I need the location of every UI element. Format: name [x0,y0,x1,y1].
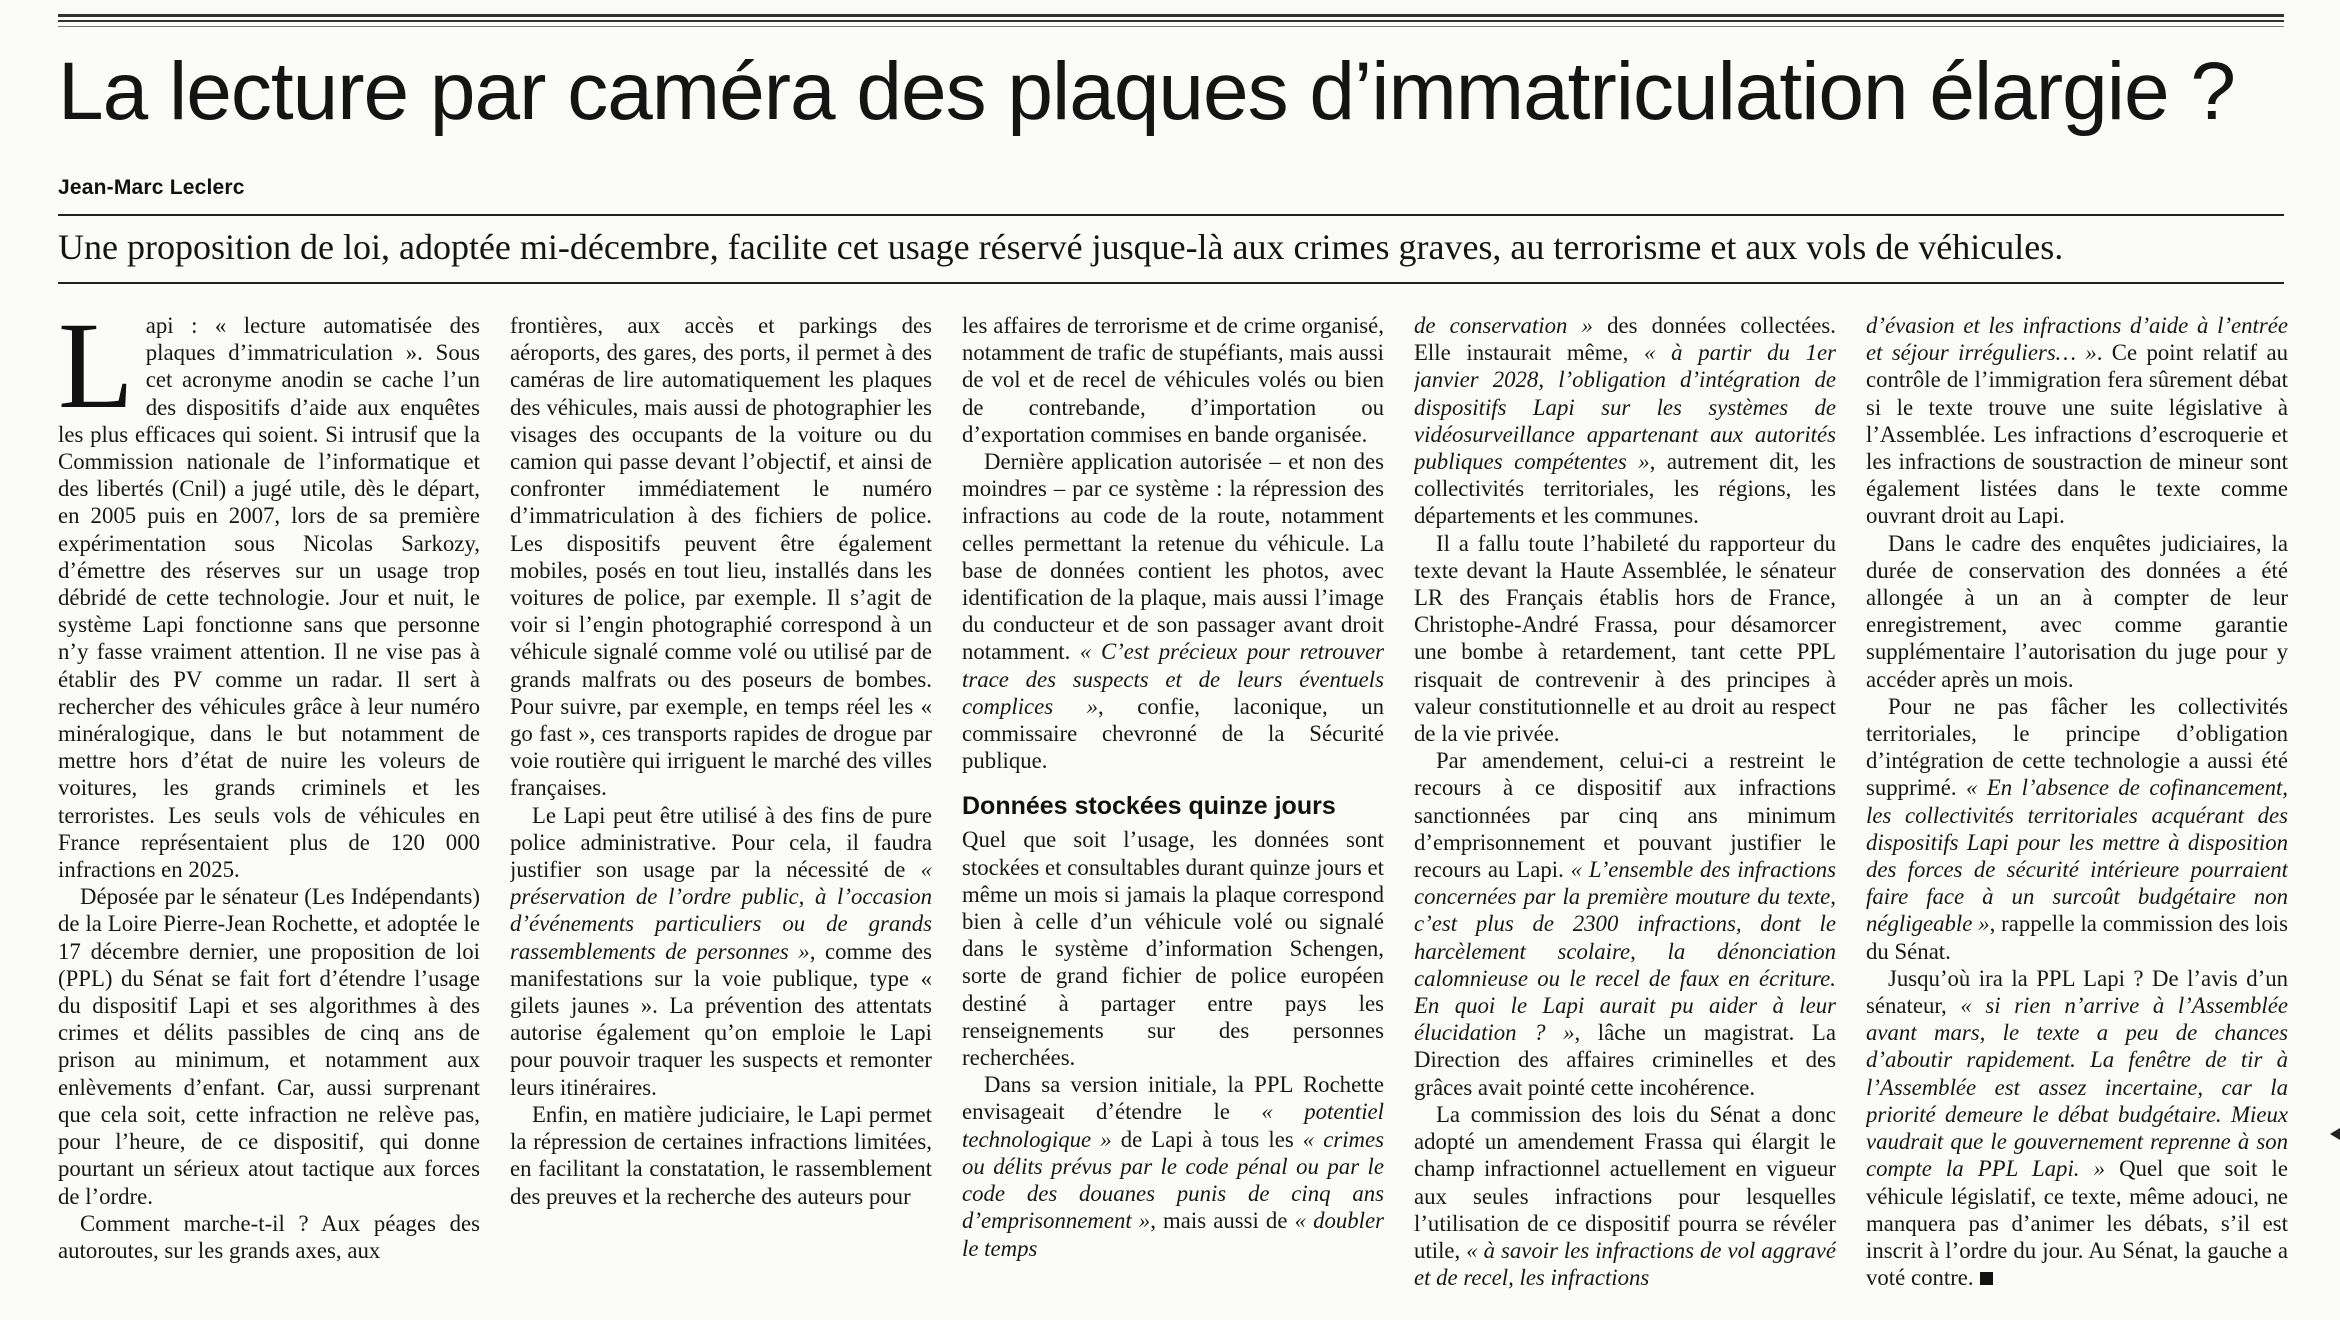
paragraph: api : « lecture automatisée des plaques d’immatriculation ». Sous cet acronyme anodin se cache l’un des dispositifs d’aide aux enquêtes les plus efficaces qui soient. Si intrusif que la Commission nationale de l’informatique et des libertés (Cnil) a jugé utile, dès le départ, en 2005 puis en 2007, lors de sa première expérimentation sous Nicolas Sarkozy, d’émettre des réserves sur un usage trop débridé de cette technologie. Jour et nuit, le système Lapi fonctionne sans que personne n’y fasse vraiment attention. Il ne vise pas à établir des PV comme un radar. Il sert à rechercher des véhicules grâce à leur numéro minéralogique, dans le but notamment de mettre hors d’état de nuire les voleurs de voitures, les grands criminels et les terroristes. Les seuls vols de véhicules en France représentaient plus de 120 000 infractions en 2025. [58,313,480,883]
text: . Ce point relatif au contrôle de l’immigration fera sûrement débat si le texte trouve une suite législative à l’Assemblée. Les infractions d’escroquerie et les infractions de soustraction de mineur sont également listées dans le texte comme ouvrant droit au Lapi. [1866,340,2288,529]
quote: d’évasion et les infractions d’aide à l’entrée et séjour irréguliers… » [1866,313,2288,366]
text: Jusqu’où ira la PPL Lapi ? De l’avis d’un sénateur, [1866,965,2288,1019]
standfirst-top-rule [58,214,2284,216]
end-of-article-mark [1980,1272,1993,1285]
quote: « L’ensemble des infractions concernées par la première mouture du texte, c’est plus de 2300 infractions, dont le harcèlement scolaire, la dénonciation calomnieuse ou le recel de faux en écriture. En quoi le Lapi aurait pu aider à leur élucidation ? » [1414,857,1836,1046]
text: , rappelle la commission des lois du Sénat. [1866,911,2288,964]
paragraph: Dans le cadre des enquêtes judiciaires, la durée de conservation des données a été allongée à un an à compter de leur enregistrement, avec comme garantie supplémentaire l’autorisation du juge pour y accéder après un mois. [1866,530,2288,692]
byline: Jean-Marc Leclerc [58,176,245,199]
text: des données collectées. Elle instaurait même, [1414,313,1836,366]
paragraph [1866,693,2288,965]
text: Dernière application autorisée – et non des moindres – par ce système : la répression des infractions au code de la route, notamment celles permettant la retenue du véhicule. La base de données contient les photos, avec identification de la plaque, mais aussi l’image du conducteur et de son passager avant droit notamment. [962,449,1384,665]
text: La commission des lois du Sénat a donc adopté un amendement Frassa qui élargit le champ infractionnel actuellement en vigueur aux seules infractions pour lesquelles l’utilisation de ce dispositif pourra se révéler utile, [1414,1101,1836,1263]
paragraph: Enfin, en matière judiciaire, le Lapi permet la répression de certaines infractions limitées, en facilitant la constatation, le rassemblement des preuves et la recherche des auteurs pour [510,1101,932,1209]
text: Pour ne pas fâcher les collectivités territoriales, le principe d’obligation d’intégration de cette technologie a aussi été supprimé. [1866,693,2288,801]
column-1 [58,312,480,1312]
paragraph [1414,312,1836,530]
text: Dans sa version initiale, la PPL Rochette envisageait d’étendre le [962,1072,1384,1125]
text: Le Lapi peut être utilisé à des fins de pure police administrative. Pour cela, il faudra justifier son usage par la nécessité de [510,802,932,883]
text: , mais aussi de [1150,1208,1295,1234]
drop-cap: L [58,312,134,434]
paragraph: les affaires de terrorisme et de crime organisé, notamment de trafic de stupéfiants, mais aussi de vol et de recel de véhicules volés ou bien de contrebande, d’importation ou d’exportation commises en bande organisée. [962,313,1384,447]
paragraph [962,448,1384,774]
standfirst: Une proposition de loi, adoptée mi-décembre, facilite cet usage réservé jusque-là aux crimes graves, au terrorisme et aux vols de véhicules. [58,227,2064,267]
column-4 [1414,312,1836,1312]
paragraph [1414,1101,1836,1291]
paragraph: Comment marche-t-il ? Aux péages des autoroutes, sur les grands axes, aux [58,1210,480,1263]
text: Par amendement, celui-ci a restreint le recours à ce dispositif aux infractions sanctionnées par cinq ans minimum d’emprisonnement et pouvant justifier le recours au Lapi. [1414,748,1836,883]
paragraph [1414,747,1836,1101]
top-rule [58,14,2284,17]
quote: « En l’absence de cofinancement, les collectivités territoriales acquérant des dispositifs Lapi pour les mettre à disposition des forces de sécurité intérieure pourraient faire face à un surcoût budgétaire non négligeable » [1866,775,2288,937]
paragraph [1866,965,2288,1291]
paragraph: frontières, aux accès et parkings des aéroports, des gares, des ports, il permet à des caméras de lire automatiquement les plaques des véhicules, mais aussi de photographier les visages des occupants de la voiture ou du camion qui passe devant l’objectif, et ainsi de confronter immédiatement le numéro d’immatriculation à des fichiers de police. Les dispositifs peuvent être également mobiles, posés en tout lieu, installés dans les voitures de police, par exemple. Il s’agit de voir si l’engin photographié correspond à un véhicule signalé comme volé ou utilisé par de grands malfrats ou des poseurs de bombes. Pour suivre, par exemple, en temps réel les « go fast », ces transports rapides de drogue par voie routière qui irriguent le marché des villes françaises. [510,313,932,801]
quote: « préservation de l’ordre public, à l’occasion d’événements particuliers ou de grands rassemblements de personnes » [510,857,932,964]
quote: « crimes ou délits prévus par le code pénal ou par le code des douanes punis de cinq ans d’emprisonnement » [962,1126,1384,1234]
quote: « à partir du 1er janvier 2028, l’obligation d’intégration de dispositifs Lapi sur les systèmes de vidéosurveillance appartenant aux autorités publiques compétentes » [1414,340,1836,475]
text: de Lapi à tous les [1111,1126,1303,1152]
text: , autrement dit, les collectivités territoriales, les régions, les départements et les communes. [1414,449,1836,529]
quote: « si rien n’arrive à l’Assemblée avant mars, le texte a peu de chances d’aboutir rapidement. La fenêtre de tir à l’Assemblée est assez incertaine, car la priorité demeure le débat budgétaire. Mieux vaudrait que le gouvernement reprenne à son compte la PPL Lapi. » [1866,993,2288,1182]
subheading: Données stockées quinze jours [962,792,1336,821]
paragraph [962,1071,1384,1261]
article-body [58,312,2290,1312]
paragraph [510,802,932,1101]
paragraph [1866,312,2288,530]
text: , lâche un magistrat. La Direction des affaires criminelles et des grâces avait pointé cette incohérence. [1414,1020,1836,1100]
top-rule [58,20,2284,22]
top-rule [58,26,2284,27]
page-edge-arrow-icon [2330,1128,2340,1140]
quote: « C’est précieux pour retrouver trace des suspects et de leurs éventuels complices » [962,639,1384,719]
column-5 [1866,312,2288,1312]
text: , confie, laconique, un commissaire chevronné de la Sécurité publique. [962,693,1384,774]
column-3 [962,312,1384,1312]
quote: de conservation » [1414,313,1593,338]
paragraph: Déposée par le sénateur (Les Indépendants) de la Loire Pierre-Jean Rochette, et adoptée le 17 décembre dernier, une proposition de loi (PPL) du Sénat se fait fort d’étendre l’usage du dispositif Lapi et ses algorithmes à des crimes et délits passibles de cinq ans de prison au minimum, et notamment aux enlèvements d’enfant. Car, aussi surprenant que cela soit, cette infraction ne relève pas, pour l’heure, de ce dispositif, qui donne pourtant un sérieux atout tactique aux forces de l’ordre. [58,884,480,1209]
quote: « doubler le temps [962,1208,1384,1261]
column-2 [510,312,932,1312]
text: , comme des manifestations sur la voie publique, type « gilets jaunes ». La prévention des attentats autorise également qu’on emploie le Lapi pour pouvoir traquer les suspects et remonter leurs itinéraires. [510,938,932,1100]
text: Quel que soit le véhicule législatif, ce texte, même adouci, ne manquera pas d’animer les débats, s’il est inscrit à l’ordre du jour. Au Sénat, la gauche a voté contre. [1866,1156,2288,1291]
headline: La lecture par caméra des plaques d’immatriculation élargie ? [58,46,2235,137]
paragraph: Quel que soit l’usage, les données sont stockées et consultables durant quinze jours et même un mois si jamais la plaque correspond bien à celle d’un véhicule volé ou signalé dans le système d’information Schengen, sorte de grand fichier de police européen destiné à partager entre pays les renseignements sur des personnes recherchées. [962,827,1384,1071]
quote: « à savoir les infractions de vol aggravé et de recel, les infractions [1414,1237,1836,1291]
quote: « potentiel technologique » [962,1099,1384,1152]
standfirst-bottom-rule [58,282,2284,284]
paragraph: Il a fallu toute l’habileté du rapporteur du texte devant la Haute Assemblée, le sénateur LR des Français établis hors de France, Christophe-André Frassa, pour désamorcer une bombe à retardement, tant cette PPL risquait de contrevenir à des principes à valeur constitutionnelle et au droit au respect de la vie privée. [1414,530,1836,747]
